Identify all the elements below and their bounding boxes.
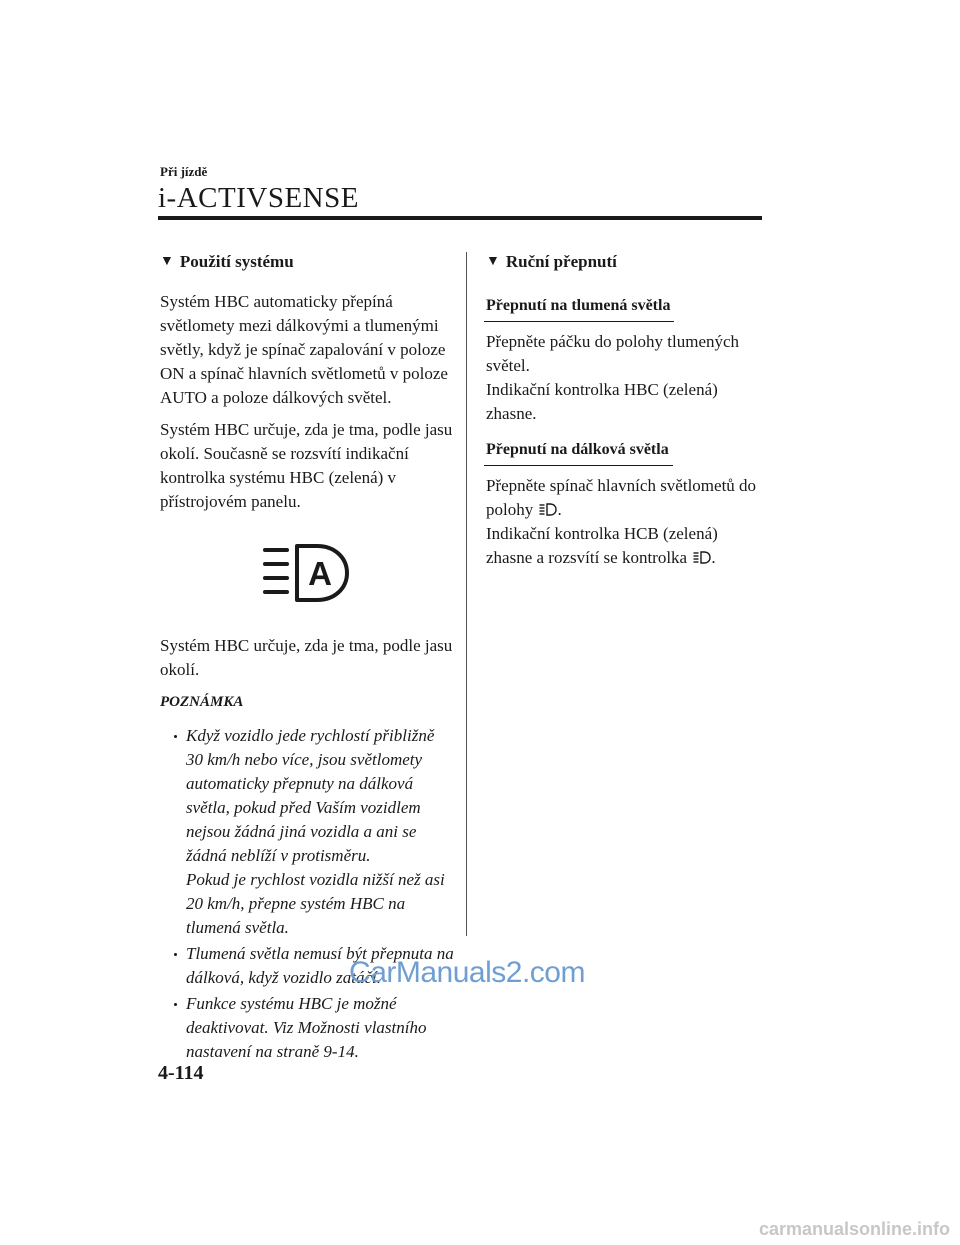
high-beam-text-2a: Indikační kontrolka HCB (zelená) zhasne a rozsvítí se kontrolka [486,524,718,567]
note-item [160,992,454,1064]
note-item-2: Tlumená světla nemusí být přepnuta na dálková, když vozidlo zatáčí. [186,944,454,987]
high-beam-text-1b: . [557,500,562,519]
note-item [160,724,454,940]
page-number: 4-114 [158,1062,204,1084]
high-beam-icon [693,551,711,564]
note-item-1b: Pokud je rychlost vozidla nižší než asi 20 km/h, přepne systém HBC na tlumená světla. [186,870,445,937]
icon-letter: A [308,555,332,592]
footer-site-link[interactable]: carmanualsonline.info [758,1219,950,1239]
high-beam-text-1a: Přepněte spínač hlavních světlometů do polohy [486,476,757,519]
note-item-1: Když vozidlo jede rychlostí přibližně 30 km/h nebo více, jsou světlomety automaticky přepnuty na dálková světla, pokud před Vaším vozidlem nejsou žádná jiná vozidla a ani se žádná neblíží v protisměru. [186,726,435,865]
usage-paragraph-2: Systém HBC určuje, zda je tma, podle jasu okolí. Současně se rozsvítí indikační kontrolka systému HBC (zelená) v přístrojovém panelu. [160,420,453,511]
triangle-down-icon: ▼ [160,254,174,269]
note-list [160,724,454,1064]
note-item-3: Funkce systému HBC je možné deaktivovat. Viz Možnosti vlastního nastavení na straně 9-14. [186,994,427,1061]
high-beam-auto-icon [261,542,353,604]
low-beam-text-1: Přepněte páčku do polohy tlumených světel. [486,332,740,375]
note-title: POZNÁMKA [160,694,244,710]
watermark-link[interactable]: CarManuals2.com [349,956,585,989]
usage-heading-text: Použití systému [179,252,294,271]
left-column [160,250,454,1066]
high-beam-icon [539,503,557,516]
section-title: i-ACTIVSENSE [158,182,359,214]
high-beam-text-1 [486,474,766,522]
usage-paragraph-1: Systém HBC automaticky přepíná světlomety mezi dálkovými a tlumenými světly, když je spínač zapalování v poloze ON a spínač hlavních světlometů v poloze AUTO a poloze dálkových světel. [160,292,448,407]
right-column [486,250,766,578]
low-beam-subheading: Přepnutí na tlumená světla [486,294,670,320]
column-divider [466,252,467,936]
header-rule [158,216,762,220]
high-beam-text-2 [486,522,766,570]
breadcrumb: Při jízdě [160,164,208,179]
manual-heading-text: Ruční přepnutí [505,252,617,271]
hbc-indicator-figure [160,542,454,604]
triangle-down-icon: ▼ [486,254,500,269]
manual-heading [486,250,766,274]
usage-heading [160,250,454,274]
low-beam-text-2: Indikační kontrolka HBC (zelená) zhasne. [486,380,718,423]
usage-paragraph-3: Systém HBC určuje, zda je tma, podle jasu okolí. [160,636,453,679]
high-beam-text-2b: . [711,548,716,567]
high-beam-subheading: Přepnutí na dálková světla [486,438,669,464]
